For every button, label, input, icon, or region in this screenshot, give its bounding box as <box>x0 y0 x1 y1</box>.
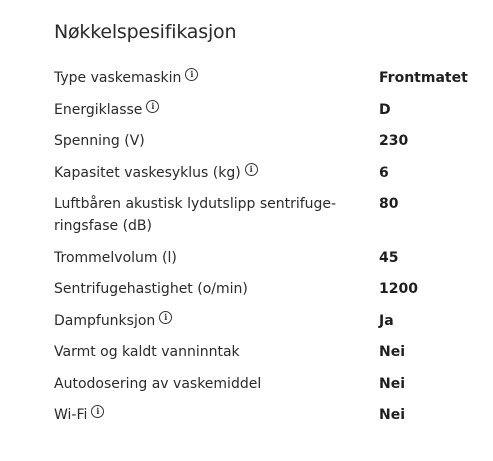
spec-row-noise-level <box>54 191 484 239</box>
spec-value: Nei <box>379 375 406 392</box>
spec-row-energy-class <box>54 97 484 123</box>
section-title: Nøkkelspesifikasjon <box>54 21 237 43</box>
spec-row-hot-cold-intake <box>54 339 484 365</box>
spec-value: 45 <box>379 249 399 266</box>
spec-value: Nei <box>379 407 406 423</box>
key-specifications-panel <box>54 0 484 434</box>
spec-row-spin-speed <box>54 276 484 302</box>
spec-value: 230 <box>379 133 409 149</box>
spec-label: Type vaskemaskin i <box>54 67 379 89</box>
spec-value: 6 <box>379 164 389 181</box>
info-icon[interactable]: i <box>185 68 198 81</box>
spec-value: 1200 <box>379 281 418 297</box>
spec-row-auto-dosing <box>54 371 484 397</box>
spec-label: Wi-Fi i <box>54 404 379 426</box>
info-icon[interactable]: i <box>146 100 159 113</box>
spec-list <box>54 65 484 428</box>
spec-value: Frontmatet <box>379 70 468 86</box>
spec-value: D <box>379 101 391 118</box>
spec-value: Nei <box>379 344 406 360</box>
spec-label: Dampfunksjon i <box>54 310 379 332</box>
spec-label: Spenning (V) <box>54 133 145 149</box>
spec-row-voltage <box>54 128 484 154</box>
spec-value: 80 <box>379 196 399 212</box>
spec-row-washer-type <box>54 65 484 91</box>
info-icon[interactable]: i <box>245 163 258 176</box>
spec-label: Energiklasse i <box>54 99 379 121</box>
info-icon[interactable]: i <box>159 311 172 324</box>
spec-label: Kapasitet vaskesyklus (kg) i <box>54 162 379 184</box>
spec-row-drum-volume <box>54 245 484 271</box>
spec-row-capacity <box>54 160 484 186</box>
spec-label: Trommelvolum (l) <box>54 249 177 266</box>
spec-label: Varmt og kaldt vanninntak <box>54 344 240 360</box>
spec-label: Autodosering av vaskemiddel <box>54 375 262 392</box>
info-icon[interactable]: i <box>91 405 104 418</box>
spec-row-wifi <box>54 402 484 428</box>
spec-label: Sentrifugehastighet (o/min) <box>54 281 248 297</box>
spec-label: Luftbåren akustisk lydutslipp sentrifuge-ringsfase (dB) <box>54 196 337 234</box>
spec-row-steam-function <box>54 308 484 334</box>
spec-value: Ja <box>379 312 394 329</box>
